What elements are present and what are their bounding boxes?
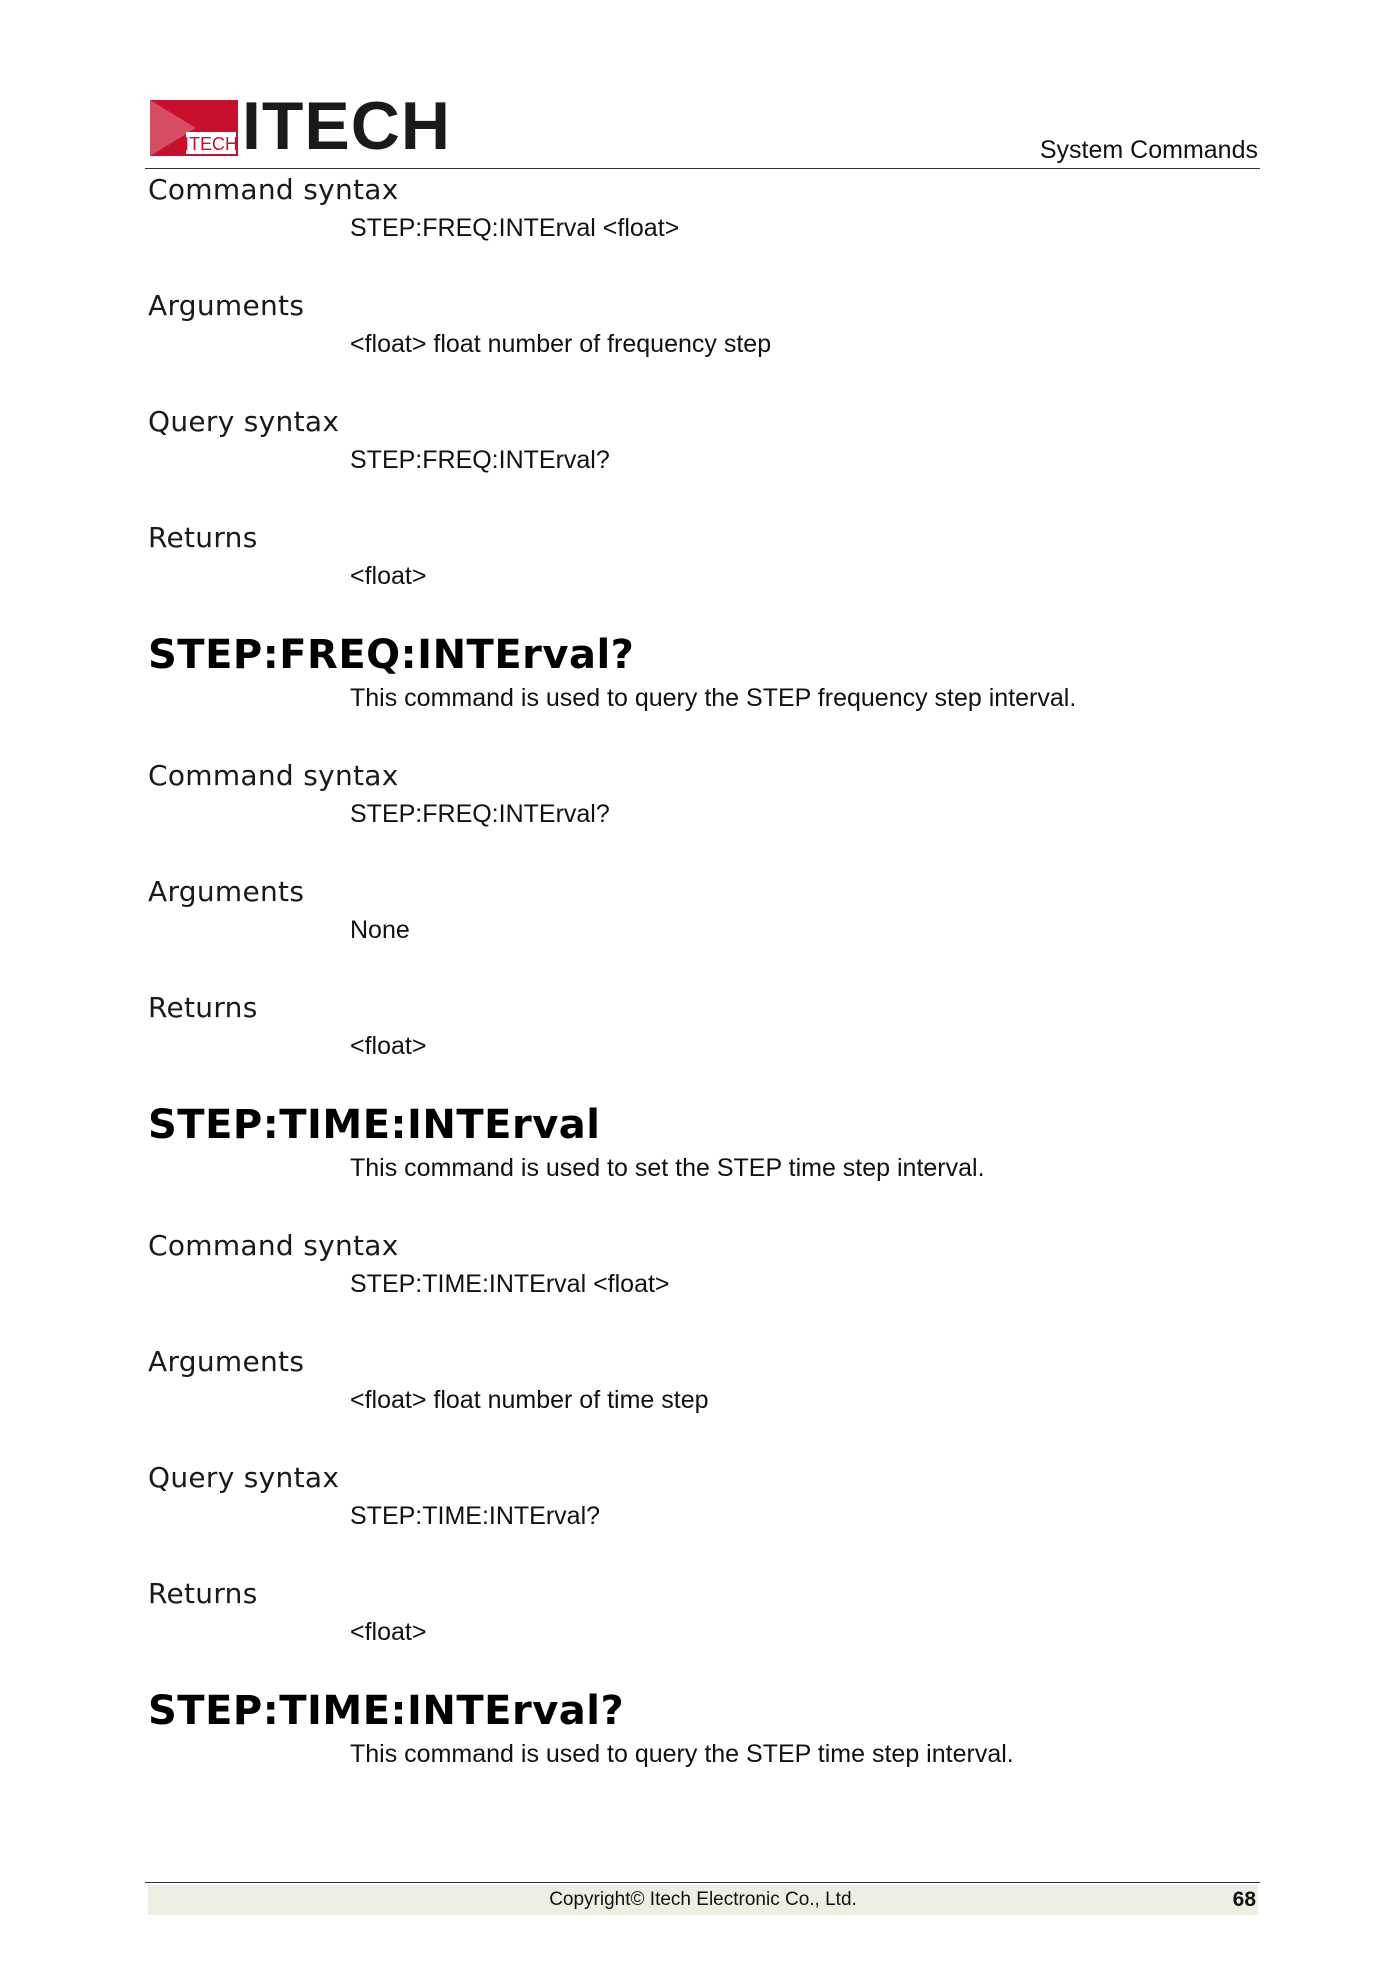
query-syntax-value: STEP:TIME:INTErval?: [350, 1502, 601, 1530]
returns-label: Returns: [148, 1577, 258, 1610]
arguments-value: <float> float number of time step: [350, 1386, 709, 1414]
command-description: This command is used to set the STEP time step interval.: [350, 1154, 985, 1182]
returns-value: <float>: [350, 1618, 427, 1646]
command-description: This command is used to query the STEP frequency step interval.: [350, 684, 1077, 712]
command-syntax-label: Command syntax: [148, 173, 399, 206]
command-title: STEP:FREQ:INTErval?: [148, 632, 635, 678]
arguments-label: Arguments: [148, 1345, 305, 1378]
arguments-value: <float> float number of frequency step: [350, 330, 772, 358]
page-footer: [148, 1885, 1258, 1915]
query-syntax-label: Query syntax: [148, 405, 340, 438]
returns-label: Returns: [148, 521, 258, 554]
command-syntax-label: Command syntax: [148, 759, 399, 792]
command-syntax-value: STEP:TIME:INTErval <float>: [350, 1270, 670, 1298]
footer-divider: [145, 1882, 1260, 1883]
arguments-label: Arguments: [148, 875, 305, 908]
command-syntax-value: STEP:FREQ:INTErval <float>: [350, 214, 680, 242]
logo-wordmark: ITECH: [242, 88, 451, 164]
logo-badge-text: ITECH: [184, 134, 238, 154]
header-divider: [145, 168, 1260, 169]
returns-value: <float>: [350, 1032, 427, 1060]
page-number: 68: [1232, 1888, 1256, 1911]
page-header: [145, 88, 1260, 168]
command-syntax-label: Command syntax: [148, 1229, 399, 1262]
query-syntax-label: Query syntax: [148, 1461, 340, 1494]
command-title: STEP:TIME:INTErval: [148, 1102, 601, 1148]
itech-logo: [150, 88, 465, 164]
command-syntax-value: STEP:FREQ:INTErval?: [350, 800, 610, 828]
section-title: System Commands: [1039, 136, 1258, 164]
command-title: STEP:TIME:INTErval?: [148, 1688, 625, 1734]
arguments-label: Arguments: [148, 289, 305, 322]
page-content: [148, 170, 1248, 1772]
query-syntax-value: STEP:FREQ:INTErval?: [350, 446, 610, 474]
arguments-value: None: [350, 916, 410, 944]
copyright-text: Copyright© Itech Electronic Co., Ltd.: [549, 1889, 857, 1910]
itech-logo-mark-icon: [150, 100, 238, 156]
returns-label: Returns: [148, 991, 258, 1024]
returns-value: <float>: [350, 562, 427, 590]
command-description: This command is used to query the STEP time step interval.: [350, 1740, 1014, 1768]
